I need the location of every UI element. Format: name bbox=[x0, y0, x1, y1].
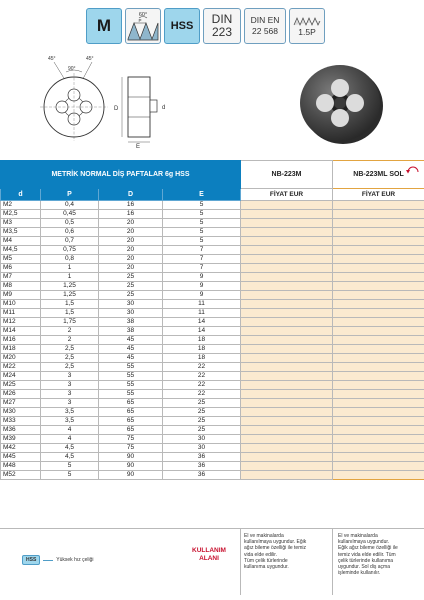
cell-p: 1,5 bbox=[41, 300, 99, 309]
cell-p: 2,5 bbox=[41, 345, 99, 354]
price-cell-nb-223m[interactable] bbox=[241, 282, 333, 291]
cell-D: 45 bbox=[99, 354, 163, 363]
cell-e: 11 bbox=[163, 309, 241, 318]
price-cell-nb-223m[interactable] bbox=[241, 390, 333, 399]
col-header-D: D bbox=[99, 189, 163, 201]
thread-saw-icon bbox=[293, 15, 321, 27]
cell-d: M26 bbox=[1, 390, 41, 399]
cell-e: 7 bbox=[163, 264, 241, 273]
cell-D: 65 bbox=[99, 408, 163, 417]
left-hand-rotation-icon bbox=[406, 164, 420, 174]
cell-d: M7 bbox=[1, 273, 41, 282]
cell-e: 30 bbox=[163, 435, 241, 444]
din-en-line1: DIN EN bbox=[250, 14, 280, 25]
price-cell-nb-223ml[interactable] bbox=[333, 453, 424, 462]
cell-p: 0,6 bbox=[41, 228, 99, 237]
cell-d: M3 bbox=[1, 219, 41, 228]
table-row bbox=[1, 219, 424, 228]
col-header-d: d bbox=[1, 189, 41, 201]
price-cell-nb-223ml[interactable] bbox=[333, 345, 424, 354]
price-cell-nb-223m[interactable] bbox=[241, 372, 333, 381]
cell-D: 25 bbox=[99, 273, 163, 282]
price-cell-nb-223ml[interactable] bbox=[333, 318, 424, 327]
cell-e: 9 bbox=[163, 282, 241, 291]
table-row bbox=[1, 471, 424, 480]
cell-p: 3 bbox=[41, 372, 99, 381]
cell-e: 22 bbox=[163, 372, 241, 381]
cell-p: 1 bbox=[41, 264, 99, 273]
cell-e: 7 bbox=[163, 246, 241, 255]
product-header-nb-223ml-label: NB-223ML SOL bbox=[353, 170, 404, 178]
cell-e: 25 bbox=[163, 417, 241, 426]
table-title-row bbox=[1, 161, 424, 189]
col-header-p: P bbox=[41, 189, 99, 201]
table-row bbox=[1, 345, 424, 354]
cell-d: M4,5 bbox=[1, 246, 41, 255]
cell-p: 0,7 bbox=[41, 237, 99, 246]
cell-p: 0,45 bbox=[41, 210, 99, 219]
metric-thread-badge bbox=[86, 8, 122, 44]
cell-e: 25 bbox=[163, 426, 241, 435]
footer-info bbox=[0, 528, 424, 594]
cell-D: 65 bbox=[99, 417, 163, 426]
table-row bbox=[1, 399, 424, 408]
product-header-nb-223m: NB-223M bbox=[241, 161, 333, 189]
table-title: METRİK NORMAL DİŞ PAFTALAR 6g HSS bbox=[1, 161, 241, 189]
price-cell-nb-223m[interactable] bbox=[241, 417, 333, 426]
table-row bbox=[1, 372, 424, 381]
table-row bbox=[1, 318, 424, 327]
price-cell-nb-223m[interactable] bbox=[241, 336, 333, 345]
cell-d: M11 bbox=[1, 309, 41, 318]
cell-e: 30 bbox=[163, 444, 241, 453]
price-cell-nb-223m[interactable] bbox=[241, 273, 333, 282]
cell-p: 4,5 bbox=[41, 444, 99, 453]
table-row bbox=[1, 210, 424, 219]
angle-mid-label: 90° bbox=[68, 66, 76, 72]
cell-p: 3 bbox=[41, 381, 99, 390]
cell-D: 55 bbox=[99, 363, 163, 372]
table-column-header-row bbox=[1, 189, 424, 201]
din-line1: DIN bbox=[211, 12, 233, 27]
hss-legend-badge: HSS bbox=[22, 555, 40, 565]
cell-D: 38 bbox=[99, 318, 163, 327]
price-cell-nb-223m[interactable] bbox=[241, 426, 333, 435]
cell-d: M4 bbox=[1, 237, 41, 246]
cell-p: 2 bbox=[41, 327, 99, 336]
cell-p: 2 bbox=[41, 336, 99, 345]
cell-e: 36 bbox=[163, 462, 241, 471]
cell-p: 2,5 bbox=[41, 363, 99, 372]
price-cell-nb-223ml[interactable] bbox=[333, 399, 424, 408]
cell-e: 9 bbox=[163, 291, 241, 300]
table-row bbox=[1, 426, 424, 435]
price-cell-nb-223m[interactable] bbox=[241, 381, 333, 390]
cell-d: M33 bbox=[1, 417, 41, 426]
cell-d: M2,5 bbox=[1, 210, 41, 219]
price-cell-nb-223m[interactable] bbox=[241, 435, 333, 444]
cell-e: 22 bbox=[163, 390, 241, 399]
price-cell-nb-223ml[interactable] bbox=[333, 309, 424, 318]
cell-D: 55 bbox=[99, 372, 163, 381]
cell-D: 75 bbox=[99, 435, 163, 444]
cell-d: M30 bbox=[1, 408, 41, 417]
table-row bbox=[1, 264, 424, 273]
cell-d: M42 bbox=[1, 444, 41, 453]
cell-D: 25 bbox=[99, 282, 163, 291]
price-cell-nb-223m[interactable] bbox=[241, 408, 333, 417]
cell-p: 1,25 bbox=[41, 282, 99, 291]
cell-d: M2 bbox=[1, 201, 41, 210]
cell-e: 14 bbox=[163, 327, 241, 336]
table-row bbox=[1, 336, 424, 345]
cell-D: 90 bbox=[99, 462, 163, 471]
cell-D: 20 bbox=[99, 255, 163, 264]
price-cell-nb-223ml[interactable] bbox=[333, 300, 424, 309]
price-cell-nb-223ml[interactable] bbox=[333, 471, 424, 480]
price-cell-nb-223ml[interactable] bbox=[333, 219, 424, 228]
table-row bbox=[1, 237, 424, 246]
price-cell-nb-223m[interactable] bbox=[241, 327, 333, 336]
cell-D: 30 bbox=[99, 300, 163, 309]
cell-d: M14 bbox=[1, 327, 41, 336]
cell-p: 3 bbox=[41, 399, 99, 408]
cell-e: 18 bbox=[163, 336, 241, 345]
price-cell-nb-223m[interactable] bbox=[241, 201, 333, 210]
cell-d: M5 bbox=[1, 255, 41, 264]
usage-title-line1: KULLANIM bbox=[192, 547, 226, 554]
din-en-standard-badge bbox=[244, 8, 286, 44]
pitch-tolerance-badge bbox=[289, 8, 325, 44]
table-row bbox=[1, 390, 424, 399]
cell-p: 0,75 bbox=[41, 246, 99, 255]
price-cell-nb-223ml[interactable] bbox=[333, 201, 424, 210]
cell-e: 36 bbox=[163, 453, 241, 462]
price-cell-nb-223m[interactable] bbox=[241, 444, 333, 453]
price-cell-nb-223m[interactable] bbox=[241, 291, 333, 300]
cell-e: 22 bbox=[163, 363, 241, 372]
footer-divider bbox=[332, 529, 333, 595]
price-cell-nb-223ml[interactable] bbox=[333, 228, 424, 237]
usage-note-nb-223m: El ve makinalarda kullanılmaya uygundur. Eğik ağız bileme özelliği ile temiz vida elde edilir. Tüm çelik türlerinde kullanıma uygundur. bbox=[244, 533, 307, 571]
hss-legend-text: Yüksek hız çeliği bbox=[56, 557, 94, 563]
angle-right-label: 45° bbox=[86, 56, 94, 62]
price-cell-nb-223ml[interactable] bbox=[333, 372, 424, 381]
cell-e: 18 bbox=[163, 345, 241, 354]
price-cell-nb-223ml[interactable] bbox=[333, 363, 424, 372]
dimension-D-label: D bbox=[114, 106, 119, 112]
cell-e: 5 bbox=[163, 210, 241, 219]
price-cell-nb-223ml[interactable] bbox=[333, 282, 424, 291]
cell-e: 9 bbox=[163, 273, 241, 282]
table-row bbox=[1, 327, 424, 336]
usage-title-line2: ALANI bbox=[199, 555, 219, 562]
price-cell-nb-223ml[interactable] bbox=[333, 462, 424, 471]
cell-p: 0,4 bbox=[41, 201, 99, 210]
cell-D: 20 bbox=[99, 219, 163, 228]
metric-label: M bbox=[96, 16, 112, 35]
cell-d: M48 bbox=[1, 462, 41, 471]
cell-p: 4,5 bbox=[41, 453, 99, 462]
cell-D: 20 bbox=[99, 264, 163, 273]
angle-left-label: 45° bbox=[48, 56, 56, 62]
table-row bbox=[1, 201, 424, 210]
table-row bbox=[1, 291, 424, 300]
legend-pointer bbox=[43, 560, 53, 561]
cell-e: 22 bbox=[163, 381, 241, 390]
thread-angle-icon bbox=[125, 8, 161, 44]
price-cell-nb-223m[interactable] bbox=[241, 354, 333, 363]
price-cell-nb-223m[interactable] bbox=[241, 237, 333, 246]
price-cell-nb-223m[interactable] bbox=[241, 453, 333, 462]
din-standard-badge bbox=[203, 8, 241, 44]
table-row bbox=[1, 300, 424, 309]
cell-d: M52 bbox=[1, 471, 41, 480]
price-cell-nb-223ml[interactable] bbox=[333, 354, 424, 363]
cell-d: M18 bbox=[1, 345, 41, 354]
footer-divider bbox=[240, 529, 241, 595]
cell-p: 0,5 bbox=[41, 219, 99, 228]
price-cell-nb-223ml[interactable] bbox=[333, 210, 424, 219]
pitch-symbol: P bbox=[138, 18, 142, 23]
cell-e: 18 bbox=[163, 354, 241, 363]
price-cell-nb-223m[interactable] bbox=[241, 345, 333, 354]
din-line2: 223 bbox=[211, 25, 233, 39]
thread-profile-icon bbox=[126, 9, 160, 43]
cell-D: 45 bbox=[99, 345, 163, 354]
cell-p: 1,25 bbox=[41, 291, 99, 300]
price-header-nb-223m: FİYAT EUR bbox=[241, 189, 333, 201]
price-cell-nb-223m[interactable] bbox=[241, 255, 333, 264]
cell-d: M27 bbox=[1, 399, 41, 408]
hss-legend bbox=[22, 555, 94, 565]
cell-p: 0,8 bbox=[41, 255, 99, 264]
angle-text: 60° bbox=[138, 12, 148, 18]
table-row bbox=[1, 282, 424, 291]
cell-d: M45 bbox=[1, 453, 41, 462]
product-header-nb-223ml bbox=[333, 161, 424, 189]
cell-e: 36 bbox=[163, 471, 241, 480]
cell-D: 25 bbox=[99, 291, 163, 300]
cell-D: 20 bbox=[99, 246, 163, 255]
cell-e: 7 bbox=[163, 255, 241, 264]
cell-d: M16 bbox=[1, 336, 41, 345]
usage-note-nb-223ml: El ve makinalarda kullanılmaya uygundur. Eğik ağız bileme özelliği ile temiz vida elde edilir. Tüm çelik türlerinde kullanıma uygundur. Sol diş açma işleminde kullanılır. bbox=[338, 533, 398, 577]
cell-e: 11 bbox=[163, 300, 241, 309]
cell-e: 5 bbox=[163, 228, 241, 237]
cell-D: 65 bbox=[99, 426, 163, 435]
dimension-d-label: d bbox=[162, 105, 166, 111]
din-en-line2: 22 568 bbox=[252, 26, 278, 36]
price-cell-nb-223m[interactable] bbox=[241, 318, 333, 327]
price-cell-nb-223m[interactable] bbox=[241, 471, 333, 480]
price-cell-nb-223ml[interactable] bbox=[333, 444, 424, 453]
cell-p: 1,5 bbox=[41, 309, 99, 318]
table-row bbox=[1, 228, 424, 237]
die-spec-table bbox=[0, 160, 424, 480]
table-row bbox=[1, 363, 424, 372]
cell-d: M39 bbox=[1, 435, 41, 444]
price-cell-nb-223ml[interactable] bbox=[333, 336, 424, 345]
table-row bbox=[1, 444, 424, 453]
material-label: HSS bbox=[170, 20, 194, 32]
cell-d: M8 bbox=[1, 282, 41, 291]
cell-D: 20 bbox=[99, 237, 163, 246]
dimension-E-label: E bbox=[136, 144, 141, 148]
price-cell-nb-223m[interactable] bbox=[241, 228, 333, 237]
price-cell-nb-223ml[interactable] bbox=[333, 417, 424, 426]
price-cell-nb-223ml[interactable] bbox=[333, 426, 424, 435]
price-cell-nb-223m[interactable] bbox=[241, 399, 333, 408]
cell-d: M36 bbox=[1, 426, 41, 435]
table-row bbox=[1, 246, 424, 255]
price-cell-nb-223m[interactable] bbox=[241, 363, 333, 372]
price-cell-nb-223m[interactable] bbox=[241, 246, 333, 255]
cell-p: 2,5 bbox=[41, 354, 99, 363]
cell-D: 38 bbox=[99, 327, 163, 336]
cell-p: 3,5 bbox=[41, 417, 99, 426]
cell-D: 20 bbox=[99, 228, 163, 237]
cell-e: 14 bbox=[163, 318, 241, 327]
cell-D: 75 bbox=[99, 444, 163, 453]
cell-d: M24 bbox=[1, 372, 41, 381]
table-row bbox=[1, 462, 424, 471]
price-cell-nb-223ml[interactable] bbox=[333, 435, 424, 444]
cell-p: 5 bbox=[41, 471, 99, 480]
cell-e: 5 bbox=[163, 219, 241, 228]
cell-d: M3,5 bbox=[1, 228, 41, 237]
pitch-value: 1.5P bbox=[298, 27, 316, 37]
cell-p: 4 bbox=[41, 435, 99, 444]
die-technical-drawing bbox=[26, 52, 176, 148]
table-row bbox=[1, 255, 424, 264]
table-row bbox=[1, 453, 424, 462]
cell-e: 5 bbox=[163, 237, 241, 246]
table-row bbox=[1, 354, 424, 363]
cell-D: 16 bbox=[99, 210, 163, 219]
col-header-e: E bbox=[163, 189, 241, 201]
cell-p: 4 bbox=[41, 426, 99, 435]
cell-p: 1 bbox=[41, 273, 99, 282]
cell-D: 90 bbox=[99, 471, 163, 480]
hss-material-badge bbox=[164, 8, 200, 44]
price-cell-nb-223ml[interactable] bbox=[333, 291, 424, 300]
cell-D: 55 bbox=[99, 390, 163, 399]
cell-e: 25 bbox=[163, 399, 241, 408]
table-row bbox=[1, 417, 424, 426]
price-cell-nb-223m[interactable] bbox=[241, 462, 333, 471]
price-cell-nb-223ml[interactable] bbox=[333, 381, 424, 390]
price-cell-nb-223m[interactable] bbox=[241, 219, 333, 228]
cell-d: M20 bbox=[1, 354, 41, 363]
table-row bbox=[1, 408, 424, 417]
price-cell-nb-223ml[interactable] bbox=[333, 273, 424, 282]
cell-p: 3,5 bbox=[41, 408, 99, 417]
cell-d: M25 bbox=[1, 381, 41, 390]
cell-D: 65 bbox=[99, 399, 163, 408]
price-cell-nb-223ml[interactable] bbox=[333, 255, 424, 264]
cell-D: 90 bbox=[99, 453, 163, 462]
price-header-nb-223ml: FİYAT EUR bbox=[333, 189, 424, 201]
price-cell-nb-223ml[interactable] bbox=[333, 408, 424, 417]
cell-d: M12 bbox=[1, 318, 41, 327]
price-cell-nb-223m[interactable] bbox=[241, 309, 333, 318]
price-cell-nb-223ml[interactable] bbox=[333, 237, 424, 246]
cell-D: 45 bbox=[99, 336, 163, 345]
cell-e: 25 bbox=[163, 408, 241, 417]
price-cell-nb-223ml[interactable] bbox=[333, 264, 424, 273]
cell-p: 5 bbox=[41, 462, 99, 471]
cell-p: 1,75 bbox=[41, 318, 99, 327]
cell-D: 16 bbox=[99, 201, 163, 210]
price-cell-nb-223ml[interactable] bbox=[333, 390, 424, 399]
table-row bbox=[1, 273, 424, 282]
cell-D: 55 bbox=[99, 381, 163, 390]
usage-area-title bbox=[183, 547, 235, 563]
cell-p: 3 bbox=[41, 390, 99, 399]
price-cell-nb-223m[interactable] bbox=[241, 210, 333, 219]
table-row bbox=[1, 309, 424, 318]
table-row bbox=[1, 381, 424, 390]
price-cell-nb-223ml[interactable] bbox=[333, 327, 424, 336]
cell-d: M9 bbox=[1, 291, 41, 300]
table-row bbox=[1, 435, 424, 444]
price-cell-nb-223m[interactable] bbox=[241, 264, 333, 273]
cell-D: 30 bbox=[99, 309, 163, 318]
price-cell-nb-223ml[interactable] bbox=[333, 246, 424, 255]
price-cell-nb-223m[interactable] bbox=[241, 300, 333, 309]
cell-d: M10 bbox=[1, 300, 41, 309]
spec-icon-row bbox=[86, 8, 325, 44]
cell-d: M6 bbox=[1, 264, 41, 273]
cell-e: 5 bbox=[163, 201, 241, 210]
die-product-photo bbox=[296, 58, 386, 148]
cell-d: M22 bbox=[1, 363, 41, 372]
